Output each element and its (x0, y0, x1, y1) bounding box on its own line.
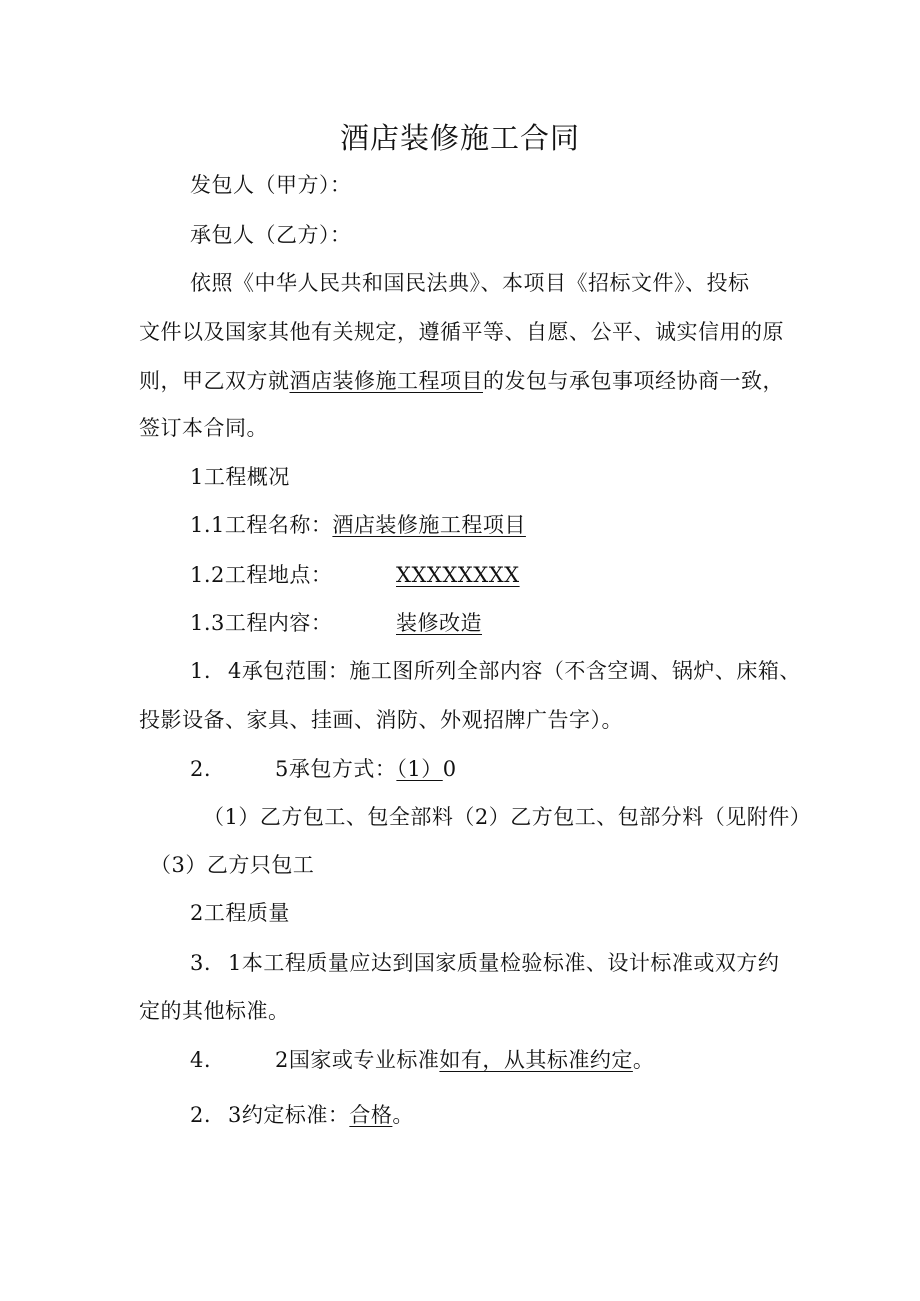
method-options-line-2: （3）乙方只包工 (150, 853, 315, 877)
intro-line-3-post: 的发包与承包事项经协商一致， (483, 369, 784, 393)
scope-number: 1. (190, 659, 212, 683)
page-title: 酒店装修施工合同 (339, 121, 580, 155)
project-name-row (190, 510, 526, 540)
quality-3-row (228, 1100, 414, 1130)
quality-2-pre: 2国家或专业标准 (275, 1048, 440, 1072)
quality-2-number: 4. (190, 1048, 212, 1072)
method-options-line-1: （1）乙方包工、包全部料（2）乙方包工、包部分料（见附件） (203, 805, 812, 829)
project-name-label: 1.1工程名称： (190, 513, 333, 537)
quality-2-post: 。 (632, 1048, 655, 1072)
project-name-underlined: 酒店装修施工程项目 (289, 369, 483, 393)
section-2-heading: 2工程质量 (190, 901, 290, 925)
intro-line-4: 签订本合同。 (139, 416, 268, 440)
project-location-value: XXXXXXXX (396, 563, 520, 587)
method-tail: 0 (442, 757, 457, 781)
party-a-line: 发包人（甲方）： (190, 173, 352, 197)
quality-3-value: 合格 (349, 1103, 393, 1127)
scope-line-1: 4承包范围：施工图所列全部内容（不含空调、锅炉、床箱、 (228, 659, 801, 683)
project-location-label: 1.2工程地点： (190, 563, 333, 587)
intro-line-1: 依照《中华人民共和国民法典》、本项目《招标文件》、投标 (190, 271, 750, 295)
party-b-line: 承包人（乙方）： (190, 223, 352, 247)
method-value: （1） (396, 757, 443, 781)
method-label: 5承包方式： (275, 757, 397, 781)
project-name-value: 酒店装修施工程项目 (332, 513, 526, 537)
project-content-value: 装修改造 (396, 611, 482, 635)
quality-3-number: 2. (190, 1103, 212, 1127)
quality-2-value: 如有，从其标准约定 (439, 1048, 633, 1072)
quality-1-line-1: 1本工程质量应达到国家质量检验标准、设计标准或双方约 (228, 951, 780, 975)
intro-line-2: 文件以及国家其他有关规定，遵循平等、自愿、公平、诚实信用的原 (139, 320, 784, 344)
scope-line-2: 投影设备、家具、挂画、消防、外观招牌广告字）。 (139, 708, 623, 732)
project-content-label: 1.3工程内容： (190, 611, 333, 635)
method-number: 2. (190, 757, 212, 781)
quality-3-pre: 3约定标准： (228, 1103, 350, 1127)
quality-2-row (275, 1045, 654, 1075)
intro-line-3-pre: 则，甲乙双方就 (139, 369, 290, 393)
intro-line-3 (139, 366, 784, 396)
quality-3-post: 。 (392, 1103, 414, 1127)
method-row (275, 754, 457, 784)
quality-1-line-2: 定的其他标准。 (139, 999, 290, 1023)
section-1-heading: 1工程概况 (190, 465, 290, 489)
quality-1-number: 3. (190, 951, 212, 975)
